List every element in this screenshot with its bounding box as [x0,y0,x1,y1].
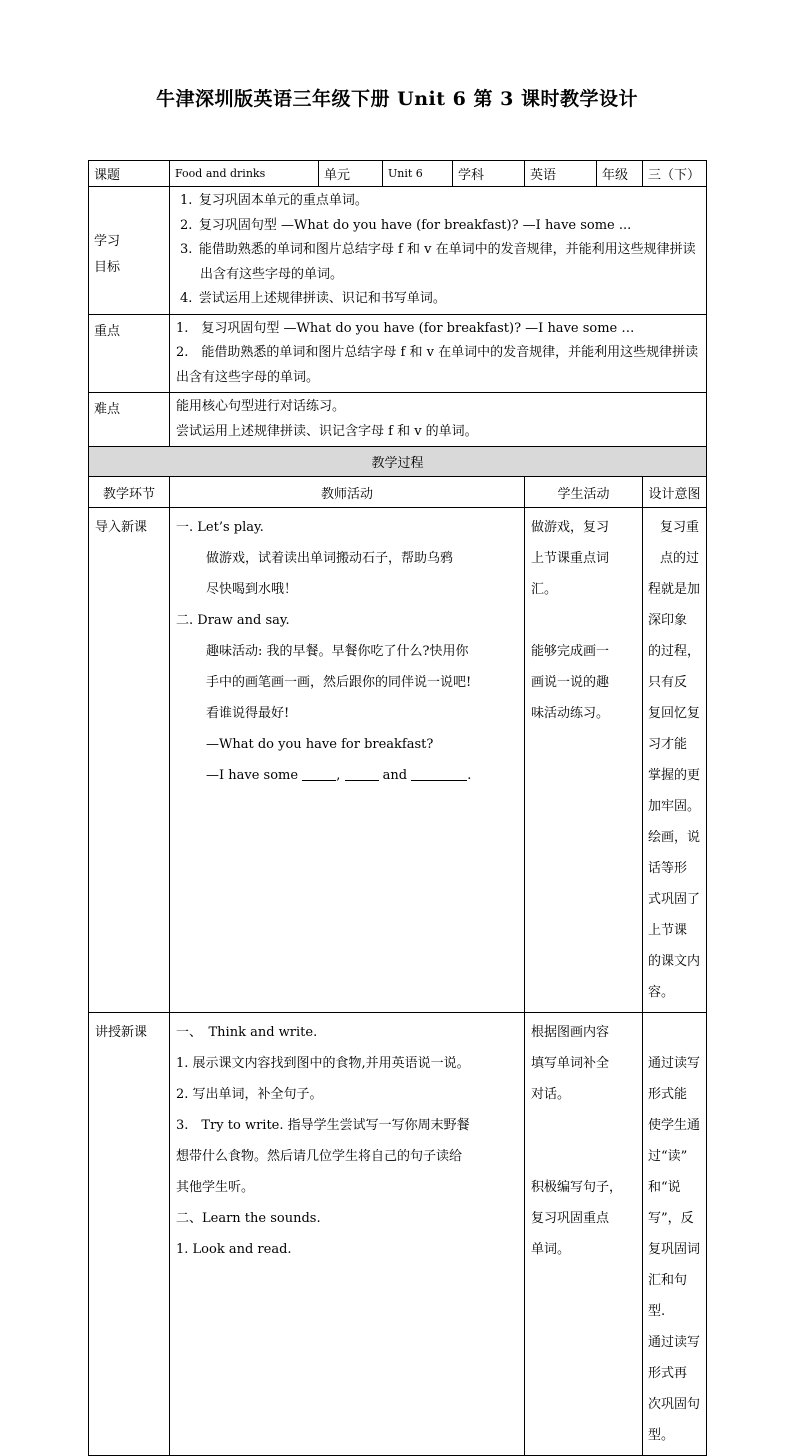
column-header-student: 学生活动 [525,477,643,508]
objective-item: 3. 能借助熟悉的单词和图片总结字母 f 和 v 在单词中的发音规律，并能利用这些规律拼读 [180,242,696,257]
keypoints-label: 重点 [89,314,170,393]
process-section-title: 教学过程 [89,447,707,477]
teacher-activity-cell: 一、 Think and write. 1. 展示课文内容找到图中的食物,并用英语说一说。 2. 写出单词，补全句子。 3. Try to write. 指导学生尝试写一写你周末野餐 想带什么食物。然后请几位学生将自己的句子读给 其他学生听。 二、Learn the sounds. 1. Look and read. [170,1013,525,1456]
keypoints-content [170,314,707,393]
answer-line: —I have some , and . [206,768,472,783]
difficulties-label: 难点 [89,393,170,447]
unit-value: Unit 6 [383,161,453,187]
process-column-headers [89,477,707,508]
topic-value: Food and drinks [170,161,319,187]
design-intent-cell: 复习重点的过 程就是加深印象 的过程，只有反 复回忆复习才能 掌握的更加牢固。 绘画，说话等形 式巩固了上节课 的课文内容。 [643,508,707,1013]
teacher-activity-cell: 一. Let’s play. 做游戏，试着读出单词搬动石子，帮助乌鸦 尽快喝到水哦！ 二. Draw and say. 趣味活动: 我的早餐。早餐你吃了什么?快用你 手中的画笔画一画，然后跟你的同伴说一说吧! 看谁说得最好! —What do you have for breakfast? —I have some , and . [170,508,525,1013]
grade-label: 年级 [597,161,643,187]
column-header-stage: 教学环节 [89,477,170,508]
blank-2 [345,767,379,781]
objectives-content [170,187,707,315]
column-header-teacher: 教师活动 [170,477,525,508]
topic-label: 课题 [89,161,170,187]
document-title: 牛津深圳版英语三年级下册 Unit 6 第 3 课时教学设计 [156,88,638,110]
stage-cell: 讲授新课 [89,1013,170,1456]
difficulties-row [89,393,707,447]
process-section-row [89,447,707,477]
difficulty-item: 能用核心句型进行对话练习。 [176,399,346,414]
blank-1 [302,767,336,781]
difficulties-content [170,393,707,447]
lesson-plan-table [88,160,707,1456]
keypoint-item: 2. 能借助熟悉的单词和图片总结字母 f 和 v 在单词中的发音规律，并能利用这些规律拼读 [176,345,699,360]
unit-label: 单元 [319,161,383,187]
design-intent-cell: 通过读写形式能 使学生通过“读” 和“说写”，反 复巩固词汇和句 型. 通过读写形式再 次巩固句型。 [643,1013,707,1456]
grade-value: 三（下） [643,161,707,187]
process-row [89,508,707,1013]
objective-item: 2. 复习巩固句型 —What do you have (for breakfast)? —I have some ... [180,217,632,233]
keypoint-item: 1. 复习巩固句型 —What do you have (for breakfast)? —I have some … [176,320,635,336]
difficulty-item: 尝试运用上述规律拼读、识记含字母 f 和 v 的单词。 [176,423,478,439]
objective-item: 出含有这些字母的单词。 [200,266,344,282]
student-activity-cell: 做游戏，复习 上节课重点词 汇。 能够完成画一 画说一说的趣 味活动练习。 [525,508,643,1013]
objectives-label: 学习 目标 [89,187,170,315]
process-row [89,1013,707,1456]
subject-label: 学科 [453,161,525,187]
objectives-row [89,187,707,315]
subject-value: 英语 [525,161,597,187]
keypoints-row [89,314,707,393]
keypoint-item: 出含有这些字母的单词。 [176,369,320,385]
objective-item: 1. 复习巩固本单元的重点单词。 [180,193,368,208]
column-header-intent: 设计意图 [643,477,707,508]
blank-3 [411,767,467,781]
student-activity-cell: 根据图画内容 填写单词补全 对话。 积极编写句子， 复习巩固重点 单词。 [525,1013,643,1456]
header-row [89,161,707,187]
objective-item: 4. 尝试运用上述规律拼读、识记和书写单词。 [180,291,446,306]
stage-cell: 导入新课 [89,508,170,1013]
